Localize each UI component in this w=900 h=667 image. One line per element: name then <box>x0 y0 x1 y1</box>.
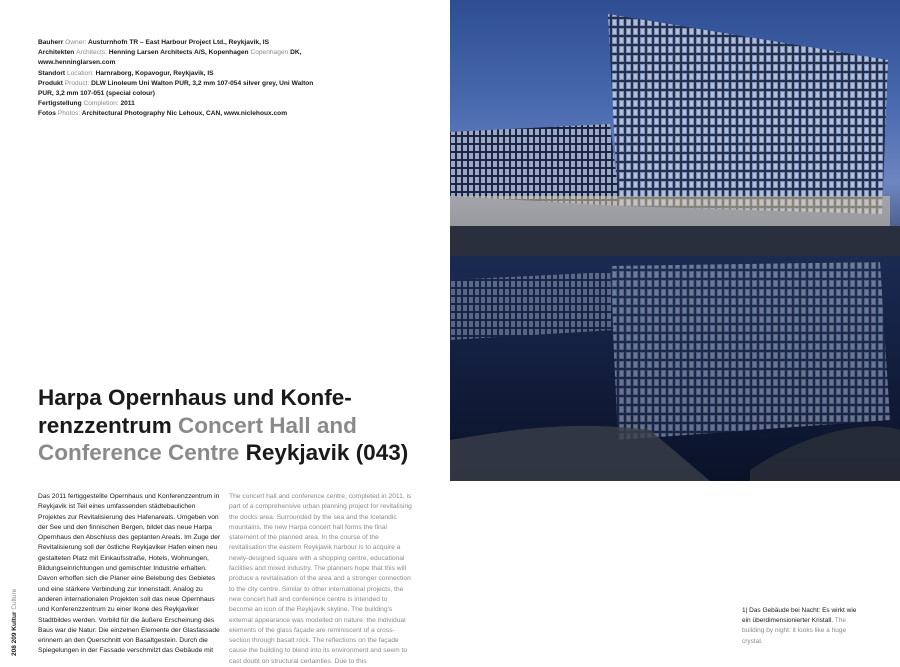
credit-line: Architekten Architects: Henning Larsen Architects A/S, Kopenhagen Copenhagen DK, www.henninglarsen.com <box>38 49 302 67</box>
photo-caption: 1| Das Gebäude bei Nacht: Es wirkt wie ein überdimensionierter Kristall. The building by night: it looks like a huge crystal. <box>742 607 857 645</box>
body-text-english: The concert hall and conference centre, completed in 2011, is part of a comprehensive urban planning project for revitalising the docks area. Surrounded by the sea and the Icelandic mountains, the new Harpa concert hall forms the final statement of the planned area. In the course of the revitalisation the eastern Reykjavik harbour is to acquire a newly-designed square with a shopping centre, educational facilities and mixed industry. The planners hope that this will produce a revitalisation of the area and a stronger connection to the city centre. Similar to other international projects, the new concert hall and conference centre is intended to become an icon of the Reykjavik skyline. The building's external appearance was modelled on nature: the individual elements of the glass façade are reminiscent of a cross-section through basalt rock. The reflections on the façade cause the building to blend into its environment and seem to cast doubt on structural certainties. Due to this <box>229 493 412 665</box>
building-photo <box>450 0 900 481</box>
photo-illustration <box>450 0 900 481</box>
credit-line: Produkt Product: DLW Linoleum Uni Walton PUR, 3,2 mm 107-054 silver grey, Uni Walton PUR, 3,2 mm 107-051 (special colour) <box>38 79 314 98</box>
credit-line: Fertigstellung Completion: 2011 <box>38 100 135 108</box>
article-headline <box>38 384 418 467</box>
body-text-german: Das 2011 fertiggestellte Opernhaus und Konferenzzentrum in Reykjavik ist Teil eines umfassenden städtebaulichen Projektes zur Revitalisierung des Hafenareals. Umgeben von der See und den finnischen Bergen, bildet das neue Harpa Opernhaus den Abschluss des geplanten Areals. Im Zuge der Revitalisierung soll der östliche Reykjaviker Hafen einen neu gestalteten Platz mit Einkaufsstraße, Hotels, Wohnungen, Bildungseinrichtungen und gemischter Industrie erhalten. Davon erhoffen sich die Planer eine Belebung des Gebietes und eine stärkere Verbindung zur Innenstadt. Analog zu anderen internationalen Projekten soll das neue Opernhaus und Konferenzzentrum zu einer Ikone des Reykjaviker Stadtbildes werden. Vorbild für die äußere Erscheinung des Baus war die Natur: Die einzelnen Elemente der Glasfassade erinnern an den Querschnitt von Basaltgestein. Durch die Spiegelungen in der Fassade verschmilzt das Gebäude mit <box>38 493 221 655</box>
headline-city: Reykjavik <box>245 440 350 465</box>
section-english: Culture <box>11 588 18 610</box>
credit-line: Fotos Photos: Architectural Photography Nic Lehoux, CAN, www.niclehoux.com <box>38 110 288 118</box>
headline-english: Concert Hall and Conference Centre <box>38 412 357 465</box>
credit-line: Standort Location: Harnraborg, Kopavogur, Reykjavik, IS <box>38 69 214 77</box>
section-german: Kultur <box>11 611 18 631</box>
headline-german: Harpa Opernhaus und Konfe-renzzentrum <box>38 385 352 438</box>
page-numbers: 208 209 <box>11 632 18 656</box>
credits-block <box>38 38 328 120</box>
credit-line: Bauherr Owner: Austurnhofn TR – East Harbour Project Ltd., Reykjavik, IS <box>38 39 269 46</box>
headline-number: (043) <box>355 440 409 465</box>
page-marker <box>11 589 18 656</box>
